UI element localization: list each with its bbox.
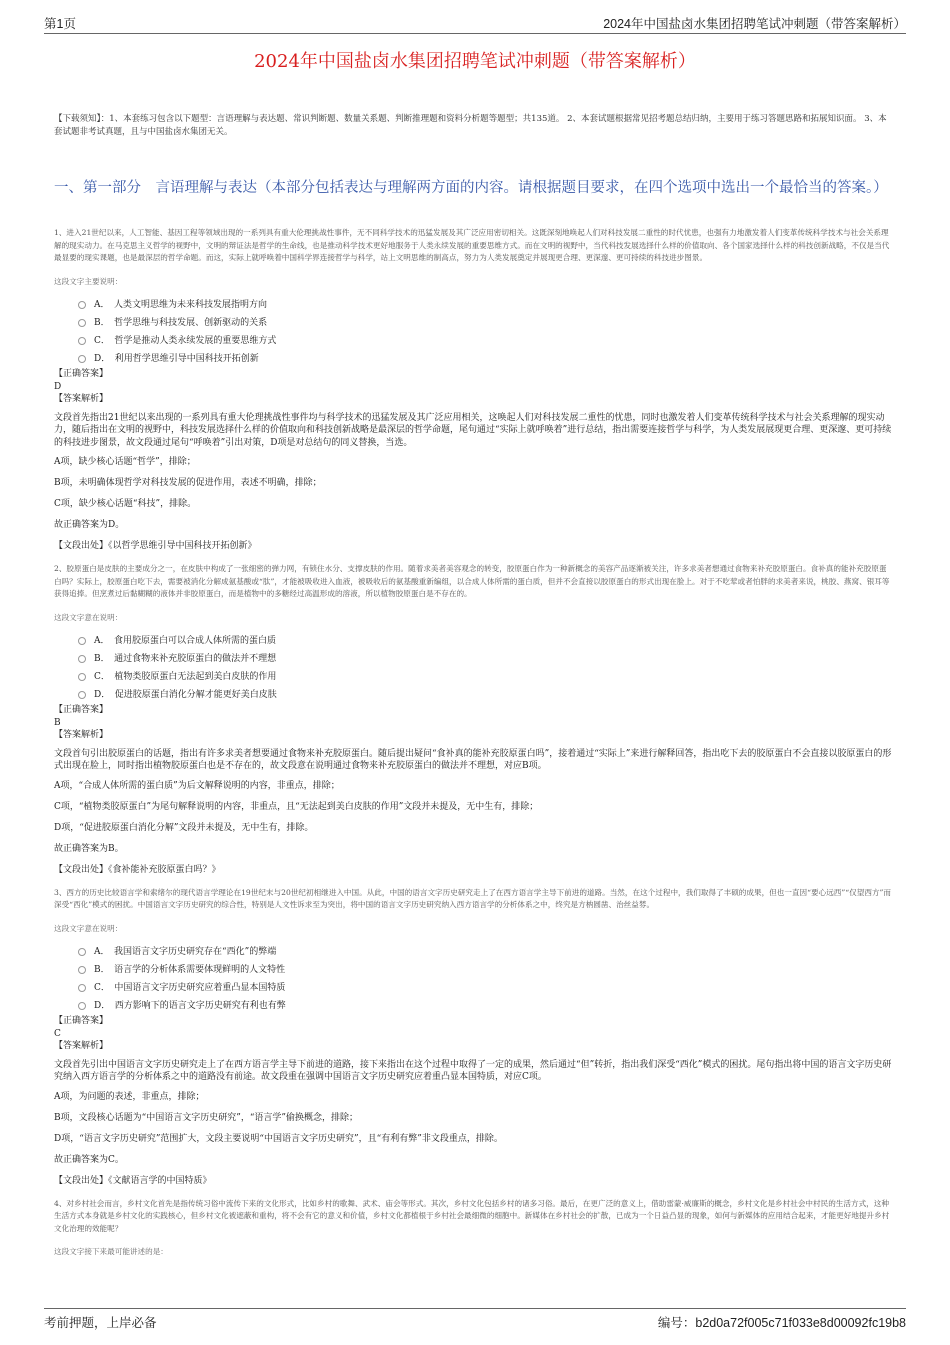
radio-icon[interactable] bbox=[78, 984, 86, 992]
question-prompt: 这段文字意在说明： bbox=[54, 923, 123, 933]
option-text: A． 食用胶原蛋白可以合成人体所需的蛋白质 bbox=[94, 635, 277, 646]
download-notice: 【下载须知】：1、本套练习包含以下题型：言语理解与表达题、常识判断题、数量关系题、判断推理题和资料分析题等题型；共135道。 2、本套试题根据常见招考题总结归纳，主要用于练习答题思路和拓展知识面。 3、本套试题非考试真题，且与中国盐卤水集团无关。 bbox=[54, 114, 887, 137]
correct-answer: B bbox=[54, 717, 61, 728]
question-prompt: 这段文字意在说明： bbox=[54, 612, 123, 622]
option-note: A项，为问题的表述，非重点，排除； bbox=[54, 1091, 205, 1102]
analysis-label: 【答案解析】 bbox=[54, 1040, 109, 1051]
option-note: B项，未明确体现哲学对科技发展的促进作用，表述不明确，排除； bbox=[54, 478, 322, 488]
question-prompt: 这段文字接下来最可能讲述的是： bbox=[54, 1247, 168, 1256]
question-4 bbox=[54, 1198, 894, 1258]
option-b[interactable] bbox=[78, 314, 894, 332]
option-text: A． 人类文明思维为未来科技发展指明方向 bbox=[94, 299, 268, 310]
question-stem: 4、对乡村社会而言，乡村文化首先是指传统习俗中流传下来的文化形式，比如乡村的歌舞、武术、庙会等形式。其次，乡村文化包括乡村的诸多习俗。最后，在更广泛的意义上，借助雷蒙·威廉斯的概念，乡村文化是乡村社会中村民的生活方式，这种生活方式本身就是乡村文化的实践核心，但乡村文化被遮蔽和重构，将不会有它的意义和价值，乡村文化都植根于乡村社会最细微的细胞中。新媒体在乡村社会的扩散，已成为一个日益凸显的现象，如何与新媒体的应用结合起来，才能更好地提升乡村文化治理的效能呢？ bbox=[54, 1198, 890, 1233]
option-a[interactable] bbox=[78, 296, 894, 314]
radio-icon[interactable] bbox=[78, 637, 86, 645]
footer-code-label: 编号： bbox=[657, 1315, 696, 1330]
question-stem: 2、胶原蛋白是皮肤的主要成分之一，在皮肤中构成了一张细密的弹力网，有锁住水分、支撑皮肤的作用。随着求美者美容观念的转变，胶原蛋白作为一种新概念的美容产品逐渐被关注，许多求美者想通过食物来补充胶原蛋白。食补真的能补充胶原蛋白吗？实际上，胶原蛋白吃下去，需要被消化分解成氨基酸或“肽”，才能被吸收进入血液，被吸收后的氨基酸重新编组，以合成人体所需的蛋白质，但并不会直接以胶原蛋白的形式出现在脸上。对于不吃荤或者怕胖的求美者来说，桃胶、燕窝、银耳等获得追捧。但烹煮过后黏糊糊的液体并非胶原蛋白，而是植物中的多糖经过高温形成的溶液，所以植物胶原蛋白是不存在的。 bbox=[54, 564, 890, 598]
option-text: D． 利用哲学思维引导中国科技开拓创新 bbox=[94, 353, 259, 364]
option-note: D项，“促进胶原蛋白消化分解”文段并未提及，无中生有，排除。 bbox=[54, 822, 314, 833]
radio-icon[interactable] bbox=[78, 1002, 86, 1010]
question-stem: 3、西方的历史比较语言学和索绪尔的现代语言学理论在19世纪末与20世纪初相继进入中国。从此，中国的语言文字历史研究走上了在西方语言学主导下前进的道路。当然，在这个过程中，我们取得了丰硕的成果，但也一直因“要心远西”“仅望西方”而深受“西化”模式的困扰。中国语言文字历史研究的综合性，特别是人文性诉求至为突出，将中国的语言文字历史研究纳入西方语言学的分析体系之中，终究是方枘圆凿、治丝益棼。 bbox=[54, 887, 892, 909]
option-c[interactable] bbox=[78, 668, 894, 686]
option-text: D． 促进胶原蛋白消化分解才能更好美白皮肤 bbox=[94, 689, 277, 700]
option-b[interactable] bbox=[78, 961, 894, 979]
text-source: 【文段出处】《以哲学思维引导中国科技开拓创新》 bbox=[54, 541, 257, 551]
footer-code-value: b2d0a72f005c71f033e8d00092fc19b8 bbox=[695, 1316, 906, 1330]
option-d[interactable] bbox=[78, 997, 894, 1015]
option-d[interactable] bbox=[78, 350, 894, 368]
answer-explanation: 文段首先指出21世纪以来出现的一系列具有重大伦理挑战性事件均与科学技术的迅猛发展及其广泛应用相关，这唤起人们对科技发展二重性的忧患，同时也激发着人们变革传统科学技术与社会关系理解的现实动力，随后指出在文明的视野中，科技发展选择什么样的价值取向和科技创新战略是最深层的哲学命题，尾句通过“实际上就呼唤着”进行总结，指出需要连接哲学与科学，为人类发展展现更合理、更深邃、更可持续的科技进步图景，故文段通过尾句“呼唤着”引出对策，D项是对总结句的同义替换，当选。 bbox=[54, 412, 892, 448]
option-note: A项，“合成人体所需的蛋白质”为后文解释说明的内容，非重点，排除； bbox=[54, 780, 340, 791]
correct-answer-label: 【正确答案】 bbox=[54, 704, 109, 715]
analysis-label: 【答案解析】 bbox=[54, 393, 109, 404]
question-1 bbox=[54, 227, 894, 553]
radio-icon[interactable] bbox=[78, 691, 86, 699]
footer-code bbox=[658, 1313, 906, 1331]
text-source: 【文段出处】《文献语言学的中国特质》 bbox=[54, 1175, 212, 1186]
option-note: A项，缺少核心话题“哲学”，排除； bbox=[54, 457, 196, 467]
header-divider bbox=[44, 33, 906, 34]
option-b[interactable] bbox=[78, 650, 894, 668]
page-header bbox=[44, 10, 906, 30]
radio-icon[interactable] bbox=[78, 355, 86, 363]
text-source: 【文段出处】《食补能补充胶原蛋白吗？》 bbox=[54, 864, 221, 875]
option-text: C． 哲学是推动人类永续发展的重要思维方式 bbox=[94, 335, 277, 346]
question-stem: 1、进入21世纪以来，人工智能、基因工程等领域出现的一系列具有重大伦理挑战性事件，无不同科学技术的迅猛发展及其广泛应用密切相关。这既深刻地唤起人们对科技发展二重性的时代忧患，也强有力地激发着人们变革传统科学技术与社会关系理解的现实动力。在马克思主义哲学的视野中，文明的辩证法是哲学的生命线，也是推动科学技术更好地服务于人类永续发展的重要思维方式。而在文明的视野中，当代科技发展选择什么样的价值取向、各个国家选择什么样的科技创新战略，不仅是当代最显要的现实课题，也是最深层的哲学命题。而这，实际上就呼唤着中国科学界连接哲学与科学，站上文明思维的制高点，努力为人类发展奠定并展现更合理、更深邃、更可持续的科技进步图景。 bbox=[54, 228, 890, 262]
option-text: B． 通过食物来补充胶原蛋白的做法并不理想 bbox=[94, 653, 277, 664]
correct-answer: D bbox=[54, 381, 62, 392]
header-doc-title: 2024年中国盐卤水集团招聘笔试冲刺题（带答案解析） bbox=[603, 17, 906, 31]
option-note: C项，缺少核心话题“科技”，排除。 bbox=[54, 499, 197, 509]
answer-explanation: 文段首句引出胶原蛋白的话题，指出有许多求美者想要通过食物来补充胶原蛋白。随后提出疑问“食补真的能补充胶原蛋白吗”，接着通过“实际上”来进行解释回答，指出吃下去的胶原蛋白不会直接以胶原蛋白的形式出现在脸上，同时指出植物胶原蛋白也是不存在的，故文段意在说明通过食物来补充胶原蛋白的做法并不理想，对应B项。 bbox=[54, 748, 892, 771]
question-3 bbox=[54, 887, 894, 1188]
option-note: D项，“语言文字历史研究”范围扩大，文段主要说明“中国语言文字历史研究”，且“有利有弊”非文段重点，排除。 bbox=[54, 1133, 503, 1144]
page-number: 第1页 bbox=[44, 17, 76, 31]
option-a[interactable] bbox=[78, 943, 894, 961]
option-text: B． 语言学的分析体系需要体现鲜明的人文特性 bbox=[94, 964, 286, 975]
radio-icon[interactable] bbox=[78, 948, 86, 956]
option-c[interactable] bbox=[78, 332, 894, 350]
radio-icon[interactable] bbox=[78, 655, 86, 663]
question-list bbox=[54, 227, 894, 1266]
question-prompt: 这段文字主要说明： bbox=[54, 276, 123, 286]
radio-icon[interactable] bbox=[78, 301, 86, 309]
final-answer: 故正确答案为D。 bbox=[54, 520, 125, 530]
section-heading: 一、第一部分 言语理解与表达（本部分包括表达与理解两方面的内容。请根据题目要求，在四个选项中选出一个最恰当的答案。） bbox=[54, 180, 888, 196]
option-list bbox=[78, 632, 894, 704]
option-d[interactable] bbox=[78, 686, 894, 704]
option-list bbox=[78, 296, 894, 368]
radio-icon[interactable] bbox=[78, 337, 86, 345]
option-note: B项，文段核心话题为“中国语言文字历史研究”，“语言学”偷换概念，排除； bbox=[54, 1112, 359, 1123]
option-note: C项，“植物类胶原蛋白”为尾句解释说明的内容，非重点，且“无法起到美白皮肤的作用”文段并未提及，无中生有，排除； bbox=[54, 801, 539, 812]
radio-icon[interactable] bbox=[78, 319, 86, 327]
option-text: C． 植物类胶原蛋白无法起到美白皮肤的作用 bbox=[94, 671, 277, 682]
answer-explanation: 文段首先引出中国语言文字历史研究走上了在西方语言学主导下前进的道路，接下来指出在这个过程中取得了一定的成果，然后通过“但”转折，指出我们深受“西化”模式的困扰。尾句指出将中国的语言文字历史研究纳入西方语言学的分析体系之中的道路没有前途。故文段重在强调中国语言文字历史研究应着重凸显本国特质，对应C项。 bbox=[54, 1059, 892, 1082]
footer-slogan: 考前押题，上岸必备 bbox=[44, 1315, 157, 1330]
question-2 bbox=[54, 563, 894, 877]
option-list bbox=[78, 943, 894, 1015]
option-text: C． 中国语言文字历史研究应着重凸显本国特质 bbox=[94, 982, 286, 993]
option-text: A． 我国语言文字历史研究存在“西化”的弊端 bbox=[94, 946, 277, 957]
option-text: D． 西方影响下的语言文字历史研究有利也有弊 bbox=[94, 1000, 286, 1011]
radio-icon[interactable] bbox=[78, 673, 86, 681]
footer-divider bbox=[44, 1308, 906, 1309]
option-a[interactable] bbox=[78, 632, 894, 650]
final-answer: 故正确答案为B。 bbox=[54, 843, 124, 854]
option-text: B． 哲学思维与科技发展、创新驱动的关系 bbox=[94, 317, 268, 328]
final-answer: 故正确答案为C。 bbox=[54, 1154, 124, 1165]
option-c[interactable] bbox=[78, 979, 894, 997]
correct-answer-label: 【正确答案】 bbox=[54, 1015, 109, 1026]
correct-answer-label: 【正确答案】 bbox=[54, 368, 109, 379]
analysis-label: 【答案解析】 bbox=[54, 729, 109, 740]
radio-icon[interactable] bbox=[78, 966, 86, 974]
correct-answer: C bbox=[54, 1028, 61, 1039]
page-title: 2024年中国盐卤水集团招聘笔试冲刺题（带答案解析） bbox=[254, 51, 696, 72]
